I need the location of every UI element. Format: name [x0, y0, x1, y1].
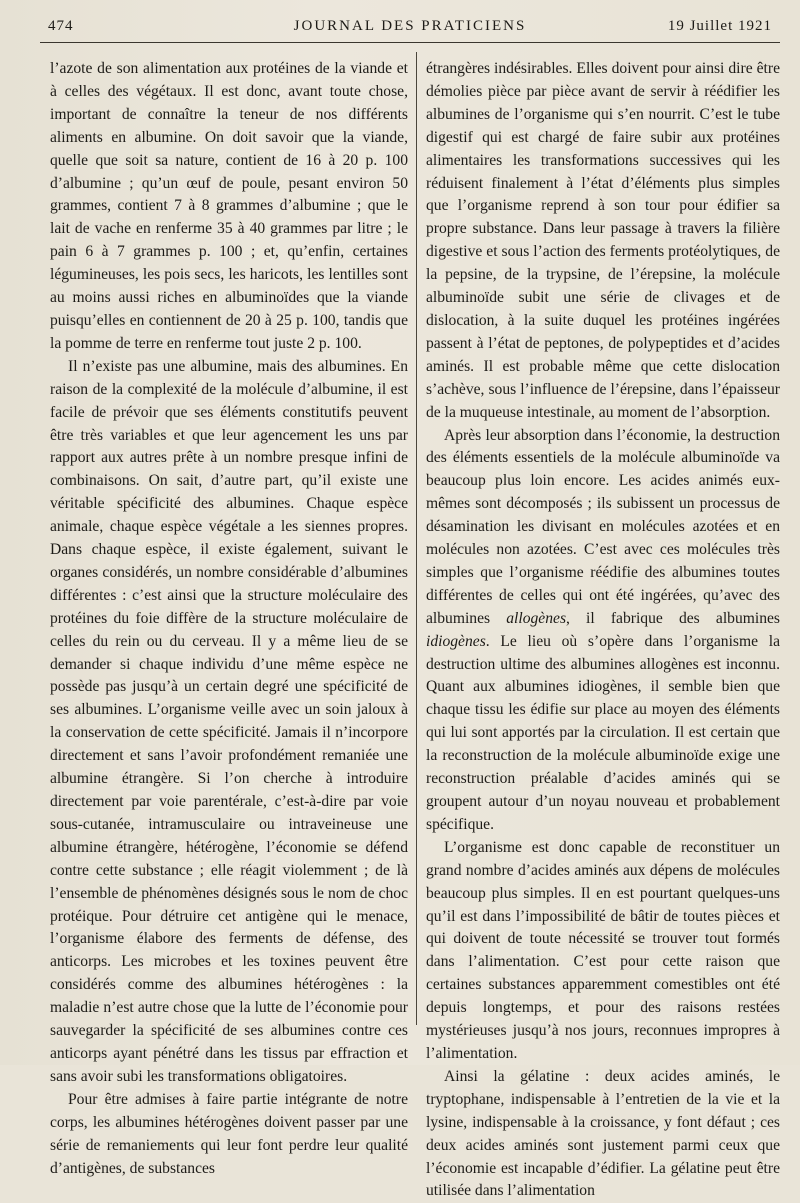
- journal-title: JOURNAL DES PRATICIENS: [293, 18, 527, 34]
- header-rule: [40, 42, 780, 43]
- italic-term: allogènes: [506, 609, 567, 627]
- paragraph: l’azote de son alimentation aux protéines de la viande et à celles des végétaux. Il est donc, avant toute chose, important de connaître la teneur de nos différents aliments en albumine. On doit savoir que la viande, quelle que soit sa nature, contient de 16 à 20 p. 100 d’albumine ; qu’un œuf de poule, pesant environ 50 grammes, contient 7 à 8 grammes d’albumine ; que le lait de vache en renferme 35 à 40 grammes par litre ; le pain 6 à 7 grammes p. 100 ; et, qu’enfin, certaines légumineuses, les pois secs, les haricots, les lentilles sont au moins aussi riches en albuminoïdes que la viande puisqu’elles en contiennent de 20 à 25 p. 100, tandis que la pomme de terre en renferme tout juste 2 p. 100.: [50, 60, 408, 352]
- paragraph: [426, 425, 780, 837]
- italic-term: idiogènes: [426, 632, 486, 650]
- issue-date: 19 Juillet 1921: [667, 18, 772, 34]
- page-number: 474: [48, 18, 74, 34]
- left-column: [50, 58, 408, 1180]
- paragraph: L’organisme est donc capable de reconstituer un grand nombre d’acides aminés aux dépens de molécules beaucoup plus simples. Il en est pourtant quelques-uns qu’il est dans l’impossibilité de bâtir de toutes pièces et qui doivent de toute nécessité se trouver tout formés dans l’alimentation. C’est pour cette raison que certaines substances apparemment comestibles ont été depuis longtemps, et pour des raisons restées mystérieuses jusqu’à nos jours, reconnues impropres à l’alimentation.: [426, 838, 780, 1062]
- text-run: Après leur absorption dans l’économie, la destruction des éléments essentiels de la molécule albuminoïde va beaucoup plus loin encore. Les acides animés eux-mêmes sont décomposés ; ils subissent un processus de désamination les divisant en molécules azotées et en molécules non azotées. C’est avec ces molécules très simples que l’organisme réédifie des albumines toutes différentes de celles qui ont été ingérées, qu’avec des albumines: [426, 426, 780, 627]
- running-header: [48, 18, 772, 40]
- column-divider: [416, 52, 417, 1025]
- paragraph: Ainsi la gélatine : deux acides aminés, le tryptophane, indispensable à l’entretien de la vie et la lysine, indispensable à la croissance, y font défaut ; ces deux acides aminés sont justement parmi ceux que l’économie est incapable d’édifier. La gélatine peut être utilisée dans l’alimentation: [426, 1067, 780, 1200]
- text-run: , il fabrique des albumines: [566, 609, 780, 627]
- paragraph: étrangères indésirables. Elles doivent pour ainsi dire être démolies pièce par pièce avant de servir à réédifier les albumines de l’organisme qui s’en nourrit. C’est le tube digestif qui est chargé de faire subir aux protéines alimentaires les transformations successives qui les réduisent finalement à l’état d’éléments plus simples que l’organisme reprend à son tour pour édifier sa propre substance. Dans leur passage à travers la filière digestive et sous l’action des ferments protéolytiques, de la pepsine, de la trypsine, de l’érepsine, la molécule albuminoïde subit une série de clivages et de dislocation, à la suite duquel les protéines ingérées passent à l’état de peptones, de polypeptides et d’acides aminés. Il est probable même que cette dislocation s’achève, sous l’influence de l’érepsine, dans l’épaisseur de la muqueuse intestinale, au moment de l’absorption.: [426, 60, 780, 421]
- paragraph: Pour être admises à faire partie intégrante de notre corps, les albumines hétérogènes doivent passer par une série de remaniements qui leur font perdre leur qualité d’antigènes, de substances: [50, 1090, 408, 1177]
- paragraph: Il n’existe pas une albumine, mais des albumines. En raison de la complexité de la molécule d’albumine, il est facile de prévoir que ses éléments constitutifs peuvent être très variables et que leur agencement les uns par rapport aux autres prête à un nombre presque infini de combinaisons. On sait, d’autre part, qu’il existe une véritable spécificité des albumines. Chaque espèce animale, chaque espèce végétale a les siennes propres. Dans chaque espèce, il existe également, suivant le organes considérés, un nombre considérable d’albumines différentes : c’est ainsi que la structure moléculaire des protéines du foie diffère de la structure moléculaire de celles du rein ou du cerveau. Il y a même lieu de se demander si chaque individu d’une même espèce ne possède pas jusqu’à un certain degré une spécificité de ses albumines. L’organisme veille avec un soin jaloux à la conservation de cette spécificité. Jamais il n’incorpore directement et sans l’avoir profondément remaniée une albumine étrangère. Si l’on cherche à introduire directement par voie parentérale, c’est-à-dire par voie sous-cutanée, intramusculaire ou intraveineuse une albumine étrangère, hétérogène, l’économie se défend contre cette substance ; elle réagit violemment ; de là l’ensemble de phénomènes désignés sous le nom de choc protéique. Pour détruire cet antigène qui le menace, l’organisme élabore des ferments de défense, des anticorps. Les microbes et les toxines peuvent être considérés comme des albumines hétérogènes : la maladie n’est autre chose que la lutte de l’économie pour sauvegarder la spécificité de ses albumines contre ces anticorps ayant pénétré dans les tissus par effraction et sans avoir subi les transformations obligatoires.: [50, 357, 408, 1085]
- text-run: . Le lieu où s’opère dans l’organisme la destruction ultime des albumines allogènes est inconnu. Quant aux albumines idiogènes, il semble bien que chaque tissu les édifie sur place au moyen des éléments qui lui sont apportés par la circulation. Il est certain que la reconstruction de la molécule albuminoïde exige une reconstruction préalable d’acides aminés qui se groupent autour d’un noyau nouveau et probablement spécifique.: [426, 632, 780, 833]
- right-column: [426, 58, 780, 1203]
